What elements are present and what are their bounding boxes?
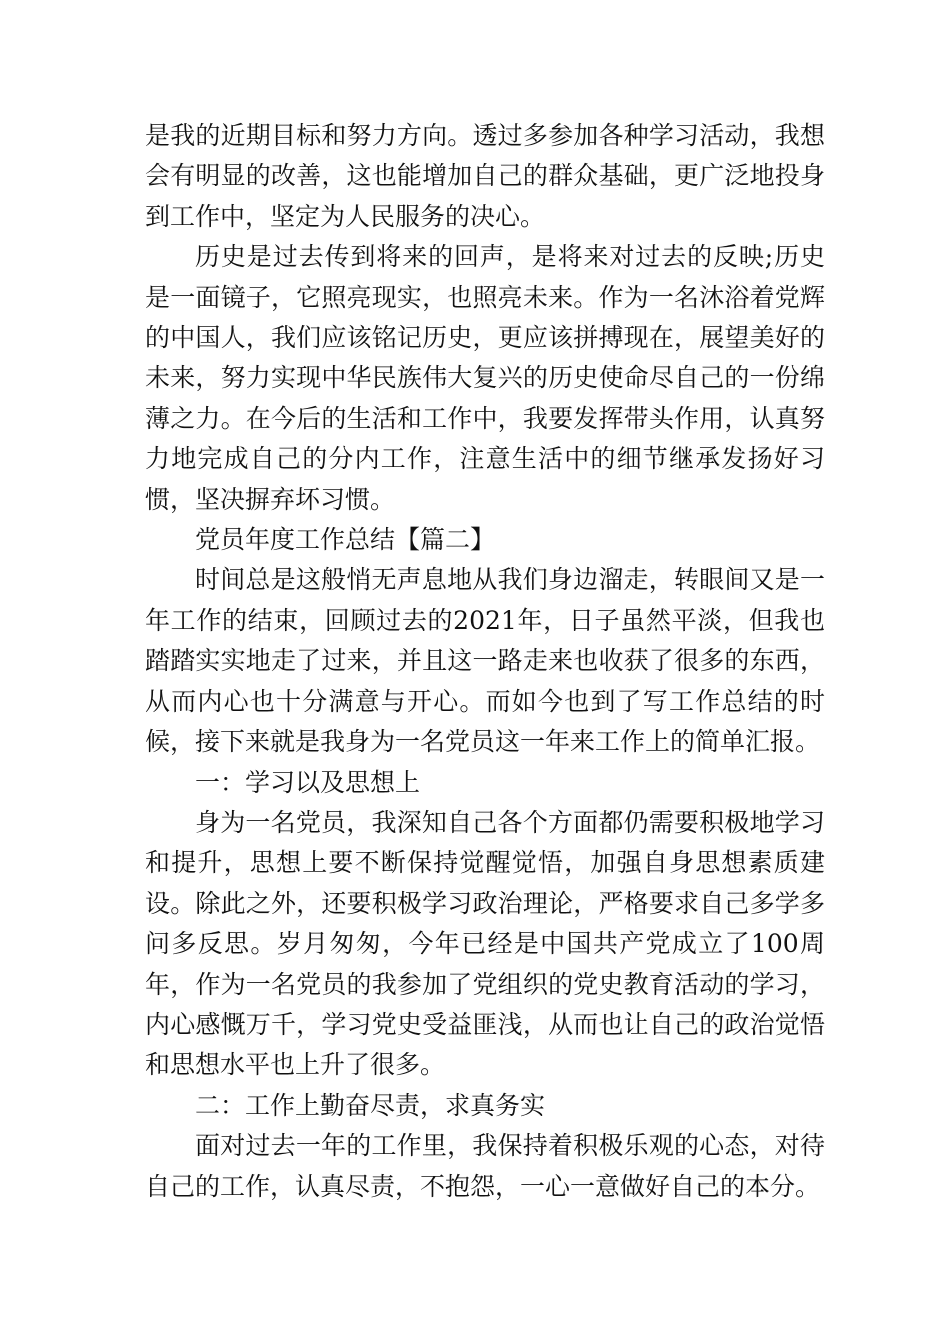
subheading-work-diligence: 二：工作上勤奋尽责，求真务实 bbox=[195, 1090, 546, 1120]
section-heading-part-two: 党员年度工作总结【篇二】 bbox=[195, 525, 496, 555]
subheading-study-and-thought: 一：学习以及思想上 bbox=[195, 767, 421, 797]
paragraph-5: 面对过去一年的工作里，我保持着积极乐观的心态，对待自己的工作，认真尽责，不抱怨，一心一意做好自己的本分。 bbox=[145, 1131, 825, 1201]
paragraph-1: 是我的近期目标和努力方向。透过多参加各种学习活动，我想会有明显的改善，这也能增加自己的群众基础，更广泛地投身到工作中，坚定为人民服务的决心。 bbox=[145, 121, 825, 231]
document-body bbox=[145, 116, 825, 1207]
paragraph-4: 身为一名党员，我深知自己各个方面都仍需要积极地学习和提升，思想上要不断保持觉醒觉悟，加强自身思想素质建设。除此之外，还要积极学习政治理论，严格要求自己多学多问多反思。岁月匆匆，今年已经是中国共产党成立了100周年，作为一名党员的我参加了党组织的党史教育活动的学习，内心感慨万千，学习党史受益匪浅，从而也让自己的政治觉悟和思想水平也上升了很多。 bbox=[145, 807, 825, 1080]
paragraph-2: 历史是过去传到将来的回声，是将来对过去的反映;历史是一面镜子，它照亮现实，也照亮未来。作为一名沐浴着党辉的中国人，我们应该铭记历史，更应该拼搏现在，展望美好的未来，努力实现中华民族伟大复兴的历史使命尽自己的一份绵薄之力。在今后的生活和工作中，我要发挥带头作用，认真努力地完成自己的分内工作，注意生活中的细节继承发扬好习惯，坚决摒弃坏习惯。 bbox=[145, 242, 825, 514]
paragraph-3: 时间总是这般悄无声息地从我们身边溜走，转眼间又是一年工作的结束，回顾过去的2021年，日子虽然平淡，但我也踏踏实实地走了过来，并且这一路走来也收获了很多的东西，从而内心也十分满意与开心。而如今也到了写工作总结的时候，接下来就是我身为一名党员这一年来工作上的简单汇报。 bbox=[145, 565, 825, 757]
